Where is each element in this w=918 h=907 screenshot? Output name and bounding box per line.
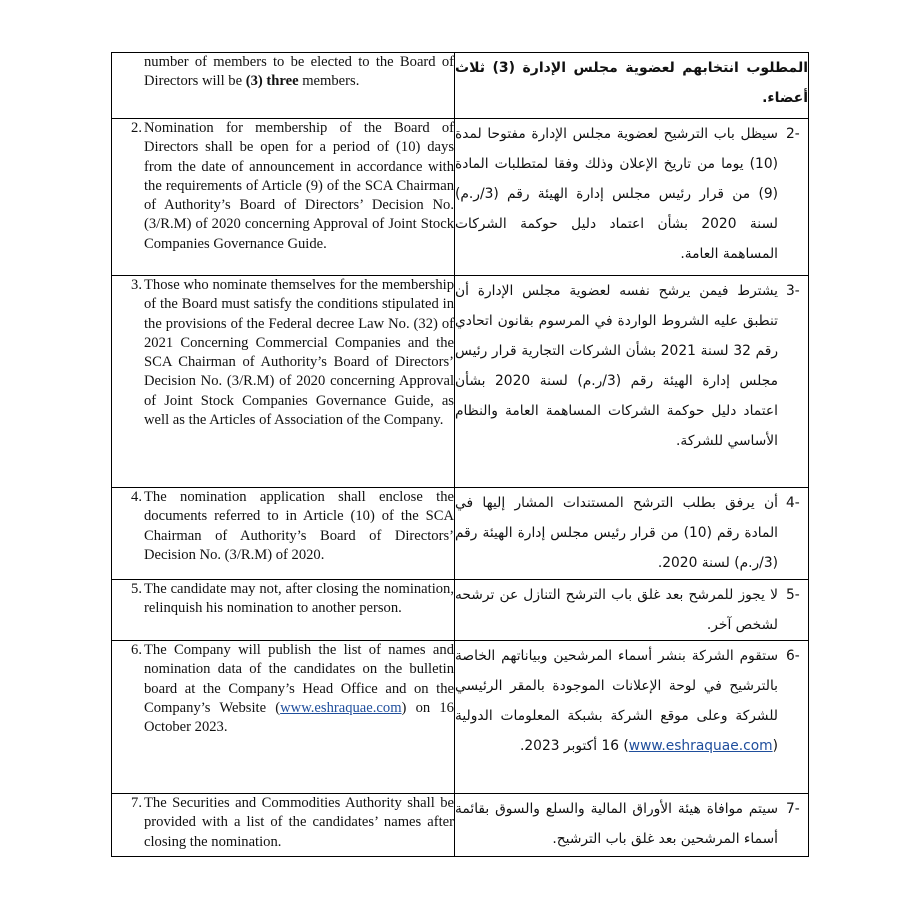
english-text: The Company will publish the list of names and nomination data of the candidates on the bulletin board at the Company’s Head Office and on the Company’s Website (www.eshraquae.com) on 16 October 2023.	[144, 642, 454, 736]
arabic-text: أن يرفق بطلب الترشح المستندات المشار إليها في المادة رقم (10) من قرار رئيس مجلس إدارة الهيئة رقم (3/ر.م) لسنة 2020.	[455, 495, 779, 571]
arabic-cell	[455, 53, 809, 119]
bilingual-notice-table	[111, 52, 809, 857]
english-text: The candidate may not, after closing the nomination, relinquish his nomination to another person.	[144, 581, 454, 617]
table-row	[112, 276, 809, 488]
item-number: -6	[786, 648, 800, 664]
english-cell	[112, 641, 455, 794]
table-row	[112, 580, 809, 641]
english-cell	[112, 580, 455, 641]
item-number: -4	[786, 495, 800, 511]
arabic-text: لا يجوز للمرشح بعد غلق باب الترشح التنازل عن ترشحه لشخص آخر.	[455, 587, 778, 633]
company-website-link-arabic[interactable]: www.eshraquae.com	[628, 738, 773, 754]
english-text: The Securities and Commodities Authority shall be provided with a list of the candidates’ names after closing the nomination.	[144, 795, 454, 850]
table-row	[112, 53, 809, 119]
arabic-cell	[455, 580, 809, 641]
arabic-text: يشترط فيمن يرشح نفسه لعضوية مجلس الإدارة أن تنطبق عليه الشروط الواردة في المرسوم بقانون اتحادي رقم 32 لسنة 2021 بشأن الشركات التجارية قرار رئيس مجلس إدارة الهيئة رقم (3/ر.م) لسنة 2020 بشأن اعتماد دليل حوكمة الشركات المساهمة العامة والنظام الأساسي للشركة.	[455, 283, 779, 449]
table-row	[112, 794, 809, 857]
arabic-cell	[455, 488, 809, 580]
english-text: The nomination application shall enclose the documents referred to in Article (10) of the SCA Chairman of Authority’s Board of Directors’ Decision No. (3/R.M) of 2020.	[144, 489, 454, 563]
english-cell	[112, 53, 455, 119]
item-number: 3.	[131, 277, 142, 293]
english-text: number of members to be elected to the Board of Directors will be (3) three members.	[144, 54, 454, 90]
arabic-cell	[455, 794, 809, 857]
table-row	[112, 641, 809, 794]
arabic-text: المطلوب انتخابهم لعضوية مجلس الإدارة (3) ثلاث أعضاء.	[455, 60, 808, 106]
arabic-text: سيتم موافاة هيئة الأوراق المالية والسلع والسوق بقائمة أسماء المرشحين بعد غلق باب الترشيح.	[455, 801, 778, 847]
english-cell	[112, 119, 455, 276]
english-cell	[112, 276, 455, 488]
english-text: Those who nominate themselves for the membership of the Board must satisfy the conditions stipulated in the provisions of the Federal decree Law No. (32) of 2021 Concerning Commercial Companies and the SCA Chairman of Authority’s Board of Directors’ Decision No. (3/R.M) of 2020 concerning Approval of Joint Stock Companies Governance Guide, as well as the Articles of Association of the Company.	[144, 277, 454, 429]
item-number: -7	[786, 801, 800, 817]
table-row	[112, 119, 809, 276]
company-website-link[interactable]: www.eshraquae.com	[280, 699, 402, 716]
item-number: 7.	[131, 795, 142, 811]
item-number: 5.	[131, 581, 142, 597]
item-number: -3	[786, 283, 800, 299]
arabic-cell	[455, 276, 809, 488]
english-cell	[112, 488, 455, 580]
arabic-cell	[455, 641, 809, 794]
item-number: 6.	[131, 642, 142, 658]
item-number: 4.	[131, 489, 142, 505]
table-row	[112, 488, 809, 580]
arabic-cell	[455, 119, 809, 276]
english-cell	[112, 794, 455, 857]
item-number: -5	[786, 587, 800, 603]
english-text: Nomination for membership of the Board of Directors shall be open for a period of (10) days from the date of announcement in accordance with the requirements of Article (9) of the SCA Chairman of Authority’s Board of Directors’ Decision No. (3/R.M) of 2020 concerning Approval of Joint Stock Companies Governance Guide.	[144, 120, 454, 252]
arabic-text: سيظل باب الترشيح لعضوية مجلس الإدارة مفتوحا لمدة (10) يوما من تاريخ الإعلان وذلك وفقا لمتطلبات المادة (9) من قرار رئيس مجلس إدارة الهيئة رقم (3/ر.م) لسنة 2020 بشأن اعتماد دليل حوكمة الشركات المساهمة العامة.	[455, 126, 778, 262]
item-number: -2	[786, 126, 800, 142]
arabic-text: ستقوم الشركة بنشر أسماء المرشحين وبياناتهم الخاصة بالترشيح في لوحة الإعلانات الموجودة بالمقر الرئيسي للشركة وعلى موقع الشركة بشبكة المعلومات الدولية (www.eshraquae.com) 16 أكتوبر 2023.	[455, 648, 778, 754]
item-number: 2.	[131, 120, 142, 136]
bold-member-count: (3) three	[245, 73, 299, 90]
